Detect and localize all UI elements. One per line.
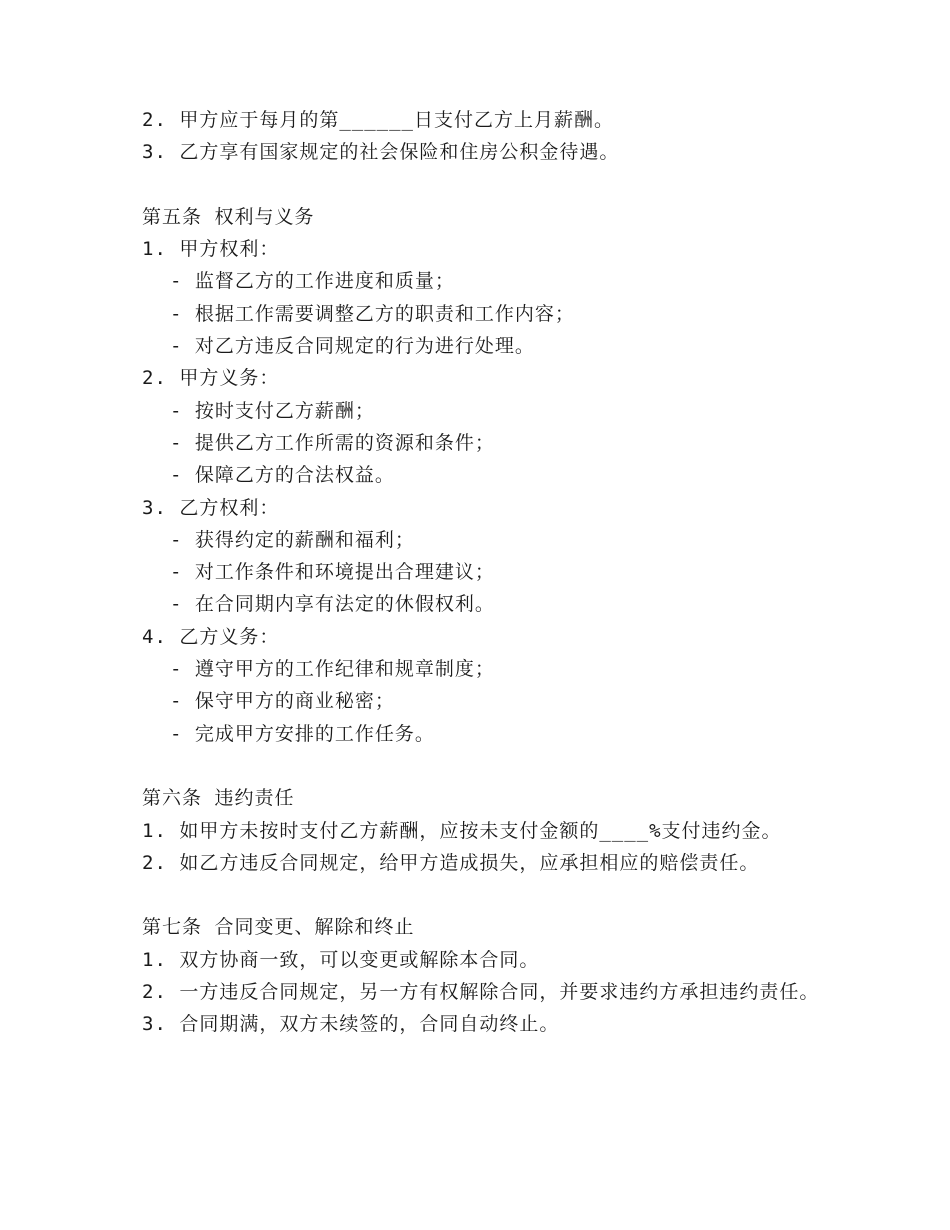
sub-item: - 对乙方违反合同规定的行为进行处理。 <box>170 335 535 358</box>
article-title: 第六条 违约责任 <box>142 787 295 810</box>
sub-item: - 完成甲方安排的工作任务。 <box>170 722 435 745</box>
clause-label: 1. 甲方权利： <box>142 238 280 261</box>
clause-item: 2. 甲方应于每月的第______日支付乙方上月薪酬。 <box>142 109 614 131</box>
sub-item: - 按时支付乙方薪酬； <box>170 399 375 422</box>
sub-item: - 保障乙方的合法权益。 <box>170 464 395 487</box>
contract-page <box>142 104 842 1041</box>
sub-item: - 对工作条件和环境提出合理建议； <box>170 561 495 584</box>
clause-item: 2. 一方违反合同规定，另一方有权解除合同，并要求违约方承担违约责任。 <box>142 981 820 1004</box>
clause-label: 3. 乙方权利： <box>142 496 280 519</box>
sub-item: - 监督乙方的工作进度和质量； <box>170 270 455 293</box>
sub-item: - 根据工作需要调整乙方的职责和工作内容； <box>170 302 575 325</box>
sub-item: - 保守甲方的商业秘密； <box>170 690 395 713</box>
article-title: 第七条 合同变更、解除和终止 <box>142 916 415 939</box>
clause-item: 3. 乙方享有国家规定的社会保险和住房公积金待遇。 <box>142 141 620 164</box>
clause-item: 1. 双方协商一致，可以变更或解除本合同。 <box>142 948 540 971</box>
sub-item: - 提供乙方工作所需的资源和条件； <box>170 431 495 454</box>
clause-label: 2. 甲方义务： <box>142 367 280 390</box>
clause-item: 3. 合同期满，双方未续签的，合同自动终止。 <box>142 1013 560 1036</box>
sub-item: - 遵守甲方的工作纪律和规章制度； <box>170 658 495 681</box>
clause-item: 1. 如甲方未按时支付乙方薪酬，应按未支付金额的____%支付违约金。 <box>142 819 782 842</box>
clause-item: 2. 如乙方违反合同规定，给甲方造成损失，应承担相应的赔偿责任。 <box>142 851 760 874</box>
sub-item: - 在合同期内享有法定的休假权利。 <box>170 593 495 616</box>
clause-label: 4. 乙方义务： <box>142 625 280 648</box>
spacer <box>142 879 842 911</box>
spacer <box>142 750 842 782</box>
sub-item: - 获得约定的薪酬和福利； <box>170 528 415 551</box>
article-title: 第五条 权利与义务 <box>142 205 315 228</box>
spacer <box>142 169 842 201</box>
